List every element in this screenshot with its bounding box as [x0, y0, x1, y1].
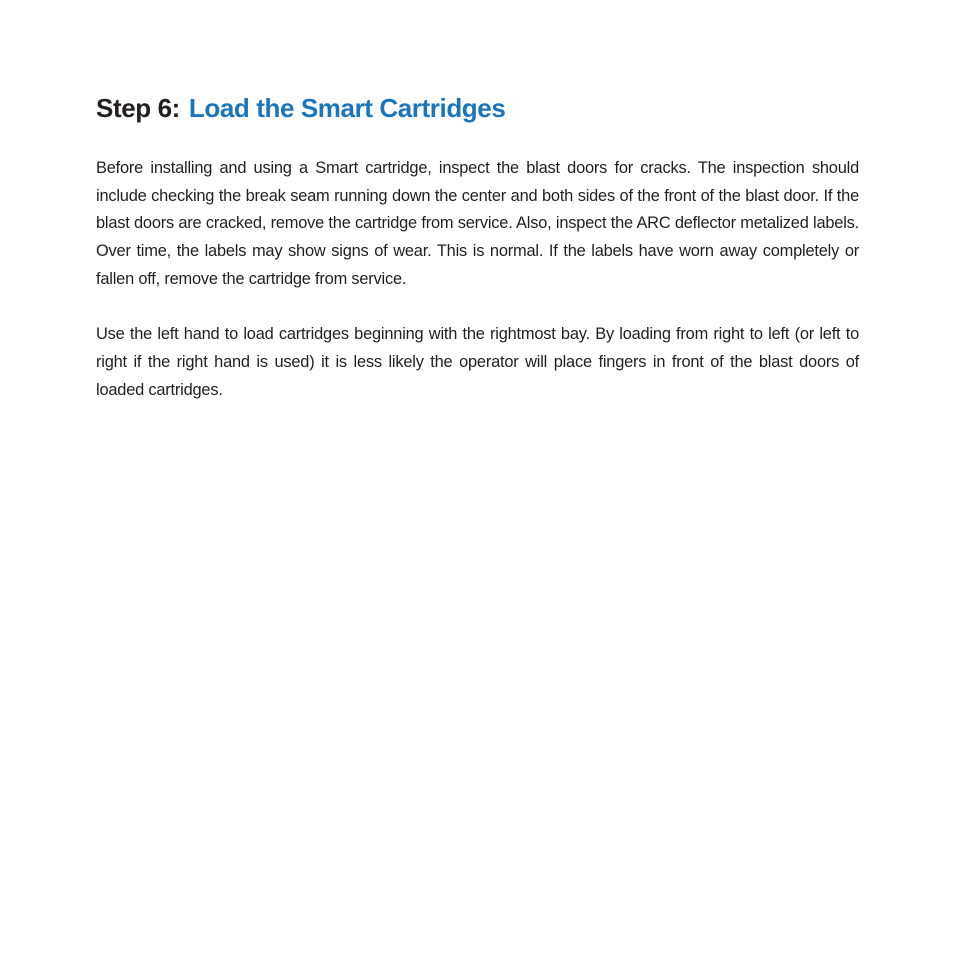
paragraph-loading: Use the left hand to load cartridges beginning with the rightmost bay. By loading from right to left (or left to right if the right hand is used) it is less likely the operator will place fingers in front of the blast doors of loaded cartridges. — [96, 325, 859, 399]
step-number: Step 6: — [96, 93, 180, 123]
step-title: Load the Smart Cartridges — [188, 93, 506, 123]
paragraph-inspection: Before installing and using a Smart cartridge, inspect the blast doors for cracks. The inspection should include checking the break seam running down the center and both sides of the front of the blast door. If the blast doors are cracked, remove the cartridge from service. Also, inspect the ARC deflector metalized labels. Over time, the labels may show signs of wear. This is normal. If the labels have worn away completely or fallen off, remove the cartridge from service. — [96, 159, 859, 288]
document-page — [96, 88, 859, 404]
body-text — [96, 155, 859, 404]
section-heading — [96, 88, 859, 128]
